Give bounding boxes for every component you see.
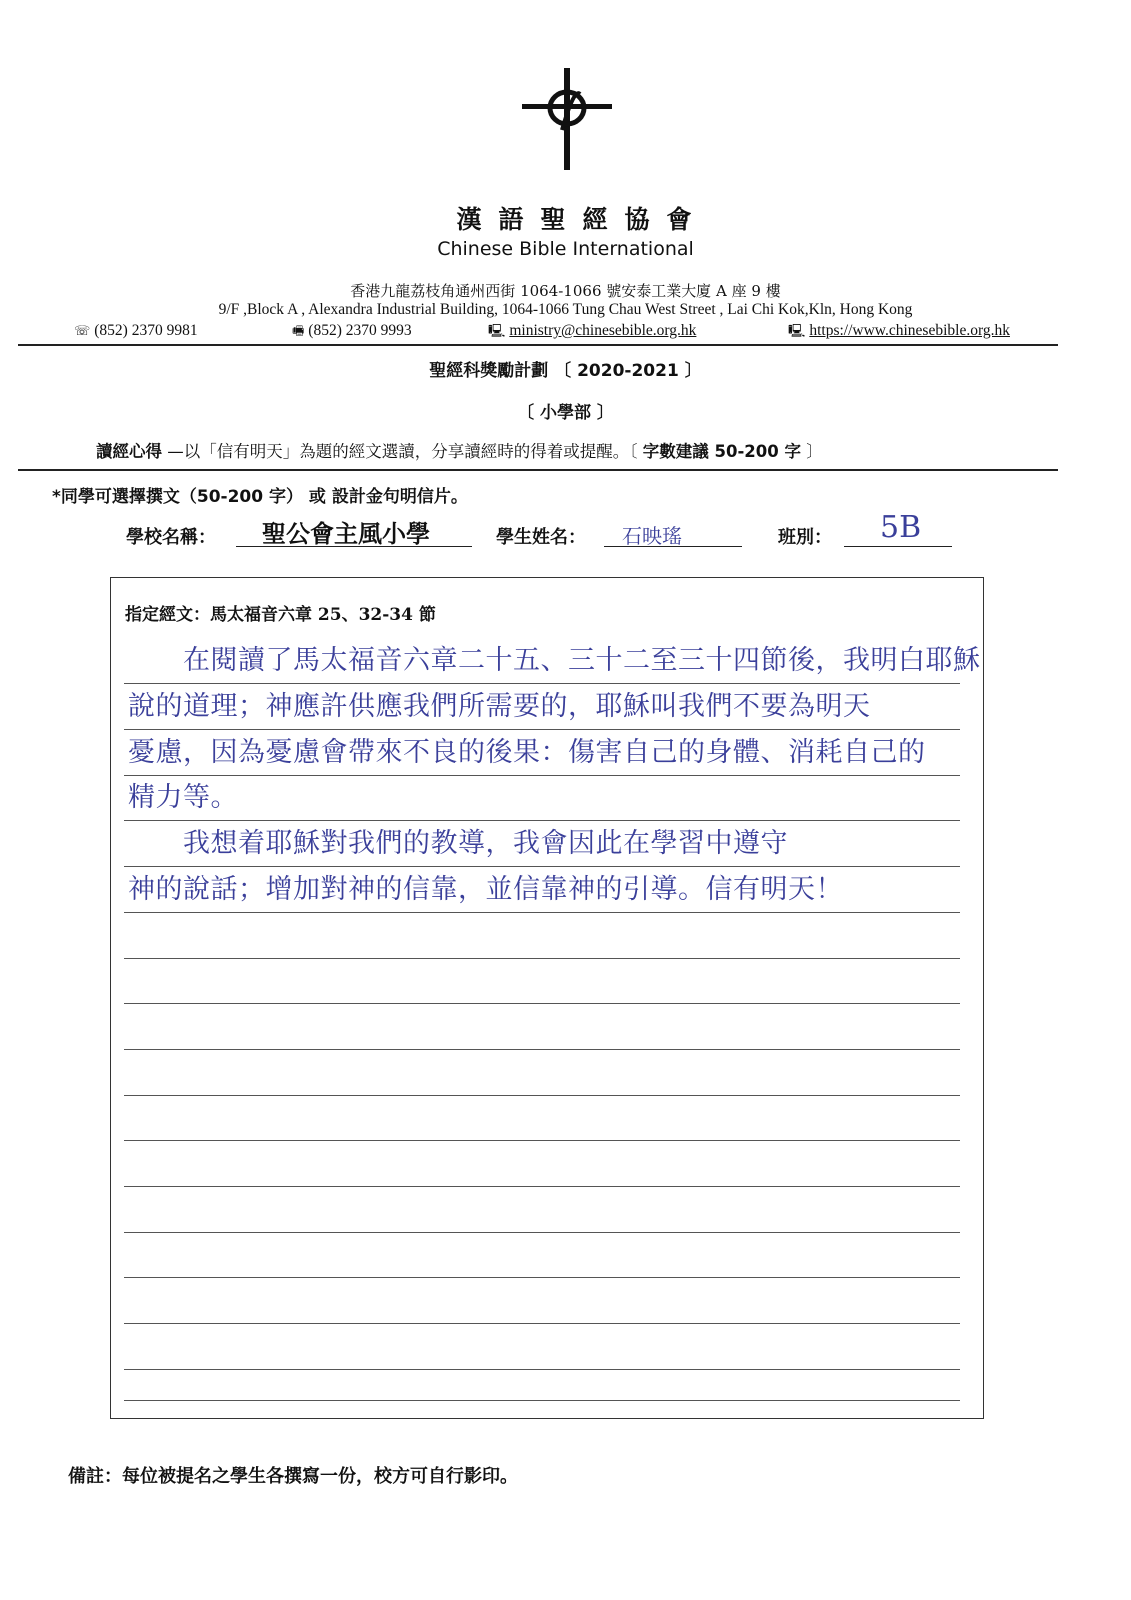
computer-icon: 🖳 [788,324,806,339]
instruction-body: —以「信有明天」為題的經文選讀，分享讀經時的得着或提醒。〔 [162,442,643,461]
school-label: 學校名稱： [126,527,216,548]
writing-line [124,912,960,913]
writing-line [124,1323,960,1324]
phone-number: (852) 2370 9981 [94,322,198,339]
school-value[interactable]: 聖公會主風小學 [262,519,430,548]
writing-line [124,1232,960,1233]
class-underline [844,546,952,547]
form-section: 〔 小學部 〕 [517,403,614,423]
writing-line [124,775,960,776]
website-link[interactable]: https://www.chinesebible.org.hk [809,322,1010,339]
class-value[interactable]: 5B [880,510,922,545]
phone-contact [74,322,198,340]
writing-line [124,958,960,959]
instruction-close: 〕 [801,442,823,461]
form-title: 聖經科獎勵計劃 〔 2020-2021 〕 [429,361,702,381]
option-note: *同學可選擇撰文（50-200 字） 或 設計金句明信片。 [52,487,468,507]
instruction-divider [18,469,1058,471]
essay-line: 神的說話；增加對神的信靠，並信靠神的引導。信有明天！ [128,874,843,905]
writing-line [124,1140,960,1141]
computer-icon: 🖳 [488,324,506,339]
address-en: 9/F ,Block A , Alexandra Industrial Building, 1064-1066 Tung Chau West Street , Lai Chi Kok,Kln, Hong Kong [218,301,913,318]
essay-line: 我想着耶穌對我們的教導，我會因此在學習中遵守 [128,828,788,859]
phone-icon: ☏ [74,324,91,339]
fax-number: (852) 2370 9993 [308,322,412,339]
class-label: 班別： [778,527,832,548]
instruction-text [96,438,823,462]
writing-line [124,1095,960,1096]
instruction-suffix: 字數建議 50-200 字 [642,442,801,461]
email-contact [488,322,696,344]
instruction-prefix: 讀經心得 [96,442,162,461]
essay-line: 憂慮，因為憂慮會帶來不良的後果：傷害自己的身體、消耗自己的 [128,737,926,768]
header-divider [18,344,1058,346]
writing-line [124,1186,960,1187]
website-contact [788,322,1010,344]
scripture-reference: 指定經文：馬太福音六章 25、32-34 節 [125,605,436,625]
student-value[interactable]: 石映瑤 [622,524,682,548]
writing-line [124,1369,960,1370]
writing-line [124,1400,960,1401]
writing-line [124,1049,960,1050]
fax-contact [292,322,412,344]
org-name-cn: 漢語聖經協會 [456,205,709,234]
essay-line: 精力等。 [128,782,238,813]
essay-line: 在閱讀了馬太福音六章二十五、三十二至三十四節後，我明白耶穌 [128,645,981,676]
writing-line [124,1003,960,1004]
fax-icon: 🖷 [292,324,305,339]
email-link[interactable]: ministry@chinesebible.org.hk [509,322,697,339]
cross-logo-icon [522,68,612,170]
address-cn: 香港九龍荔枝角通州西街 1064-1066 號安泰工業大廈 A 座 9 樓 [350,282,781,300]
writing-line [124,1277,960,1278]
essay-line: 說的道理；神應許供應我們所需要的，耶穌叫我們不要為明天 [128,691,871,722]
org-name-en: Chinese Bible International [437,238,694,260]
student-label: 學生姓名： [496,527,586,548]
footer-note: 備註：每位被提名之學生各撰寫一份，校方可自行影印。 [68,1466,518,1487]
